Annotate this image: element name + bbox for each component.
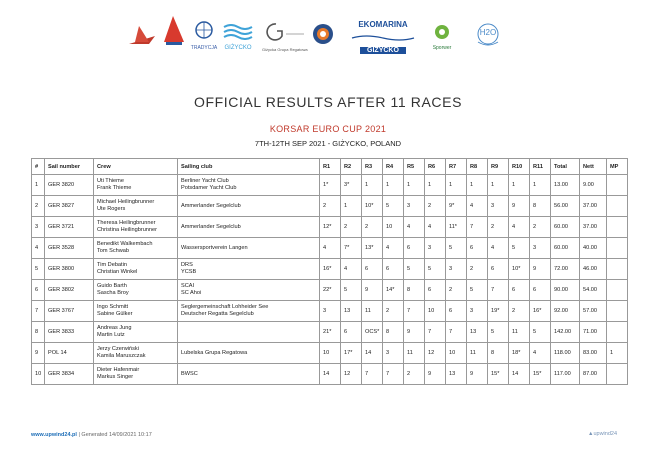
sailing-club-cell-line-2: Deutscher Regatta Segelclub (181, 311, 254, 317)
crew-cell (94, 301, 178, 322)
table-row (32, 322, 628, 343)
g-letter-icon (262, 20, 306, 42)
table-row (32, 343, 628, 364)
mp-cell: 1 (607, 343, 628, 364)
race-score-cell: 2 (446, 280, 467, 301)
race-score-cell: 6 (362, 259, 383, 280)
logo-mostki (125, 22, 161, 48)
race-score-cell: 4 (467, 196, 488, 217)
race-score-cell: 9 (509, 196, 530, 217)
sponsor-logos (0, 14, 656, 54)
nett-cell: 54.00 (580, 280, 607, 301)
race-score-cell: 14 (320, 364, 341, 385)
sun-icon (424, 22, 460, 40)
table-row (32, 238, 628, 259)
race-score-cell: 15* (488, 364, 509, 385)
race-score-cell: 18* (509, 343, 530, 364)
column-header: Sailing club (178, 159, 320, 175)
race-score-cell: 5 (467, 280, 488, 301)
race-score-cell: 15* (530, 364, 551, 385)
results-body (32, 175, 628, 385)
mp-cell (607, 301, 628, 322)
table-row (32, 217, 628, 238)
race-score-cell: 7* (341, 238, 362, 259)
position-cell: 8 (32, 322, 45, 343)
position-cell: 6 (32, 280, 45, 301)
race-score-cell: 7 (467, 217, 488, 238)
position-cell: 1 (32, 175, 45, 196)
total-cell: 118.00 (551, 343, 580, 364)
footer-info (31, 432, 152, 438)
column-header: R1 (320, 159, 341, 175)
race-score-cell: 1 (404, 175, 425, 196)
nett-cell: 40.00 (580, 238, 607, 259)
logo-sporwer (424, 22, 460, 50)
race-score-cell: 17* (341, 343, 362, 364)
race-score-cell: 4 (509, 217, 530, 238)
footer-link[interactable]: www.upwind24.pl (31, 432, 77, 438)
total-cell: 72.00 (551, 259, 580, 280)
race-score-cell: 5 (509, 238, 530, 259)
logo-h2o (468, 20, 508, 50)
race-score-cell: 3 (425, 238, 446, 259)
crew-cell-line-2: Sascha Broy (97, 290, 129, 296)
results-table (31, 158, 628, 385)
logo-ekomarina-sub: GIŻYCKO (360, 47, 406, 54)
mp-cell (607, 259, 628, 280)
race-score-cell: 11 (467, 343, 488, 364)
sail-number-cell: GER 3834 (45, 364, 94, 385)
race-score-cell: 22* (320, 280, 341, 301)
table-row (32, 301, 628, 322)
total-cell: 60.00 (551, 238, 580, 259)
crew-cell (94, 238, 178, 259)
crew-cell-line-2: Martin Lutz (97, 332, 125, 338)
crew-cell-line-2: Christian Winkel (97, 269, 138, 275)
race-score-cell: 10 (446, 343, 467, 364)
sail-number-cell: GER 3820 (45, 175, 94, 196)
table-row (32, 196, 628, 217)
position-cell: 2 (32, 196, 45, 217)
race-score-cell: 2 (341, 217, 362, 238)
race-score-cell: 16* (530, 301, 551, 322)
race-score-cell: 7 (362, 364, 383, 385)
race-score-cell: 3* (341, 175, 362, 196)
race-score-cell: 2 (425, 196, 446, 217)
race-score-cell: 1 (341, 196, 362, 217)
race-score-cell: 12* (320, 217, 341, 238)
crew-cell-line-1: Tim Debatin (97, 262, 127, 268)
emblem-icon (312, 22, 334, 46)
nett-cell: 46.00 (580, 259, 607, 280)
crew-cell (94, 364, 178, 385)
page-title: OFFICIAL RESULTS AFTER 11 RACES (193, 94, 463, 110)
race-score-cell: 14* (383, 280, 404, 301)
race-score-cell: 13* (362, 238, 383, 259)
sail-number-cell: GER 3833 (45, 322, 94, 343)
crew-cell-line-2: Markus Singer (97, 374, 134, 380)
header-row (32, 159, 628, 175)
race-score-cell: 5 (341, 280, 362, 301)
race-score-cell: 10 (383, 217, 404, 238)
logo-gizycko (218, 22, 258, 52)
sailing-club-cell-line-2: YCSB (181, 269, 197, 275)
race-score-cell: 3 (467, 301, 488, 322)
nett-cell: 9.00 (580, 175, 607, 196)
nett-cell: 83.00 (580, 343, 607, 364)
table-row (32, 280, 628, 301)
race-score-cell: 14 (509, 364, 530, 385)
crew-cell-line-2: Frank Thieme (97, 185, 132, 191)
race-score-cell: 10* (509, 259, 530, 280)
sailing-club-cell-line-1: Lubelska Grupa Regatowa (181, 349, 248, 356)
total-cell: 92.00 (551, 301, 580, 322)
red-sail-icon (160, 16, 186, 48)
sailing-club-cell (178, 259, 320, 280)
race-score-cell: 2 (320, 196, 341, 217)
table-row (32, 175, 628, 196)
sailing-club-cell-line-1: SCAI (181, 283, 195, 289)
sailing-club-cell-line-1: Berliner Yacht Club (181, 178, 229, 184)
table-row (32, 259, 628, 280)
column-header: R7 (446, 159, 467, 175)
crew-cell-line-1: Guido Barth (97, 283, 127, 289)
sailing-club-cell-line-1: Ammerlander Segelclub (181, 202, 241, 209)
column-header: R9 (488, 159, 509, 175)
column-header: R3 (362, 159, 383, 175)
logo-ekomarina-text: EKOMARINA (358, 20, 408, 29)
crew-cell-line-2: Ute Rogers (97, 206, 126, 212)
column-header: # (32, 159, 45, 175)
race-score-cell: 4 (425, 217, 446, 238)
race-score-cell: 1 (530, 175, 551, 196)
sailing-club-cell-line-1: DRS (181, 262, 193, 268)
race-score-cell: 11 (509, 322, 530, 343)
crew-cell (94, 259, 178, 280)
mp-cell (607, 322, 628, 343)
logo-sporwer-text: Sporwer (432, 45, 452, 51)
sailing-club-cell (178, 196, 320, 217)
sail-number-cell: GER 3528 (45, 238, 94, 259)
race-score-cell: 9 (404, 322, 425, 343)
position-cell: 9 (32, 343, 45, 364)
race-score-cell: 5 (383, 196, 404, 217)
sailing-club-cell (178, 238, 320, 259)
crew-cell (94, 343, 178, 364)
crew-cell-line-2: Kamila Maruszczak (97, 353, 146, 359)
sail-number-cell: GER 3827 (45, 196, 94, 217)
race-score-cell: 4 (383, 238, 404, 259)
race-score-cell: 5 (530, 322, 551, 343)
sail-number-cell: GER 3802 (45, 280, 94, 301)
race-score-cell: 3 (320, 301, 341, 322)
position-cell: 5 (32, 259, 45, 280)
race-score-cell: 19* (488, 301, 509, 322)
race-score-cell: 10* (362, 196, 383, 217)
race-score-cell: 6 (341, 322, 362, 343)
table-row (32, 364, 628, 385)
sail-icon (125, 22, 161, 48)
mp-cell (607, 196, 628, 217)
mp-cell (607, 175, 628, 196)
position-cell: 7 (32, 301, 45, 322)
logo-red-sail (160, 16, 186, 48)
sailing-club-cell (178, 280, 320, 301)
sailing-club-cell-line-1: BWSC (181, 370, 198, 377)
sailing-club-cell-line-1: Wassersportverein Langen (181, 244, 248, 251)
event-dates: 7TH-12TH SEP 2021 - GIŻYCKO, POLAND (254, 139, 402, 148)
race-score-cell: 11 (362, 301, 383, 322)
sailing-club-cell-line-1: Ammerlander Segelclub (181, 223, 241, 230)
mp-cell (607, 238, 628, 259)
race-score-cell: 9 (425, 364, 446, 385)
crew-cell (94, 175, 178, 196)
race-score-cell: 1 (446, 175, 467, 196)
race-score-cell: 3 (446, 259, 467, 280)
nett-cell: 37.00 (580, 217, 607, 238)
mp-cell (607, 364, 628, 385)
nett-cell: 71.00 (580, 322, 607, 343)
race-score-cell: 4 (341, 259, 362, 280)
race-score-cell: 2 (488, 217, 509, 238)
column-header: R2 (341, 159, 362, 175)
nett-cell: 57.00 (580, 301, 607, 322)
sailing-club-cell (178, 343, 320, 364)
race-score-cell: 6 (509, 280, 530, 301)
column-header: R5 (404, 159, 425, 175)
wave-line-icon (348, 34, 418, 42)
race-score-cell: 2 (362, 217, 383, 238)
crew-cell-line-1: Ingo Schmitt (97, 304, 129, 310)
race-score-cell: 6 (467, 238, 488, 259)
race-score-cell: 7 (404, 301, 425, 322)
race-score-cell: 1 (467, 175, 488, 196)
crew-cell (94, 196, 178, 217)
race-score-cell: 7 (383, 364, 404, 385)
globe-icon (186, 20, 222, 40)
race-score-cell: 2 (404, 364, 425, 385)
race-score-cell: 5 (488, 322, 509, 343)
race-score-cell: 2 (509, 301, 530, 322)
crew-cell-line-1: Theresa Heilingbrunner (97, 220, 156, 226)
sailing-club-cell (178, 322, 320, 343)
crew-cell-line-1: Benedikt Walkembach (97, 241, 153, 247)
logo-h2o-text: H2O (479, 28, 497, 37)
race-score-cell: 4 (404, 217, 425, 238)
race-score-cell: 1* (320, 175, 341, 196)
crew-cell (94, 280, 178, 301)
sailing-club-cell-line-1: Seglergemeinschaft Lohheider See (181, 304, 269, 310)
crew-cell-line-2: Christina Heilingbrunner (97, 227, 158, 233)
position-cell: 10 (32, 364, 45, 385)
column-header: R10 (509, 159, 530, 175)
total-cell: 56.00 (551, 196, 580, 217)
sailing-club-cell-line-2: SC Ahoi (181, 290, 202, 296)
race-score-cell: OCS* (362, 322, 383, 343)
race-score-cell: 8 (404, 280, 425, 301)
total-cell: 60.00 (551, 217, 580, 238)
waves-icon (218, 22, 258, 40)
footer-generated: | Generated 14/09/2021 10:17 (76, 432, 152, 438)
race-score-cell: 8 (530, 196, 551, 217)
race-score-cell: 5 (446, 238, 467, 259)
race-score-cell: 1 (383, 175, 404, 196)
race-score-cell: 5 (404, 259, 425, 280)
footer-brand-text: upwind24 (593, 431, 617, 437)
sail-number-cell: GER 3767 (45, 301, 94, 322)
total-cell: 13.00 (551, 175, 580, 196)
column-header: Total (551, 159, 580, 175)
race-score-cell: 6 (404, 238, 425, 259)
total-cell: 117.00 (551, 364, 580, 385)
race-score-cell: 11* (446, 217, 467, 238)
sail-number-cell: POL 14 (45, 343, 94, 364)
race-score-cell: 8 (383, 322, 404, 343)
column-header: MP (607, 159, 628, 175)
race-score-cell: 2 (530, 217, 551, 238)
mp-cell (607, 280, 628, 301)
race-score-cell: 7 (425, 322, 446, 343)
logo-ggr (262, 20, 306, 52)
race-score-cell: 1 (362, 175, 383, 196)
race-score-cell: 3 (404, 196, 425, 217)
race-score-cell: 1 (509, 175, 530, 196)
logo-ekomarina (348, 20, 418, 52)
crew-cell-line-1: Uti Thieme (97, 178, 124, 184)
race-score-cell: 16* (320, 259, 341, 280)
race-score-cell: 3 (530, 238, 551, 259)
race-score-cell: 9 (530, 259, 551, 280)
race-score-cell: 13 (341, 301, 362, 322)
logo-ggr-text: Giżycka Grupa Regatowa (262, 47, 308, 52)
sail-number-cell: GER 3721 (45, 217, 94, 238)
logo-tradycja (186, 20, 222, 52)
race-score-cell: 3 (488, 196, 509, 217)
column-header: Nett (580, 159, 607, 175)
race-score-cell: 13 (446, 364, 467, 385)
race-score-cell: 10 (425, 301, 446, 322)
race-score-cell: 2 (467, 259, 488, 280)
sailing-club-cell (178, 175, 320, 196)
race-score-cell: 4 (320, 238, 341, 259)
race-score-cell: 4 (488, 238, 509, 259)
race-score-cell: 9* (446, 196, 467, 217)
crew-cell (94, 217, 178, 238)
race-score-cell: 4 (530, 343, 551, 364)
logo-tradycja-text: TRADYCJA (190, 45, 218, 51)
race-score-cell: 14 (362, 343, 383, 364)
sailing-club-cell-line-2: Potsdamer Yacht Club (181, 185, 237, 191)
sail-number-cell: GER 3800 (45, 259, 94, 280)
race-score-cell: 9 (362, 280, 383, 301)
race-score-cell: 9 (467, 364, 488, 385)
race-score-cell: 21* (320, 322, 341, 343)
column-header: Crew (94, 159, 178, 175)
crew-cell-line-1: Dieter Hafenmair (97, 367, 140, 373)
nett-cell: 37.00 (580, 196, 607, 217)
race-score-cell: 6 (446, 301, 467, 322)
position-cell: 4 (32, 238, 45, 259)
race-score-cell: 6 (383, 259, 404, 280)
race-score-cell: 7 (488, 280, 509, 301)
race-score-cell: 6 (530, 280, 551, 301)
sailing-club-cell (178, 364, 320, 385)
brand-icon: ▲ (588, 431, 594, 437)
race-score-cell: 13 (467, 322, 488, 343)
column-header: Sail number (45, 159, 94, 175)
logo-gizycko-text: GIŻYCKO (224, 45, 252, 51)
race-score-cell: 7 (446, 322, 467, 343)
crew-cell-line-2: Tom Schwab (97, 248, 130, 254)
race-score-cell: 12 (341, 364, 362, 385)
race-score-cell: 8 (488, 343, 509, 364)
nett-cell: 87.00 (580, 364, 607, 385)
total-cell: 90.00 (551, 280, 580, 301)
crew-cell-line-1: Michael Heilingbrunner (97, 199, 155, 205)
column-header: R6 (425, 159, 446, 175)
column-header: R4 (383, 159, 404, 175)
crew-cell (94, 322, 178, 343)
logo-emblem (312, 22, 334, 46)
race-score-cell: 6 (425, 280, 446, 301)
race-score-cell: 2 (383, 301, 404, 322)
race-score-cell: 6 (488, 259, 509, 280)
race-score-cell: 1 (488, 175, 509, 196)
crew-cell-line-2: Sabine Gülker (97, 311, 133, 317)
race-score-cell: 10 (320, 343, 341, 364)
race-score-cell: 1 (425, 175, 446, 196)
column-header: R8 (467, 159, 488, 175)
sailing-club-cell (178, 301, 320, 322)
crew-cell-line-1: Jerzy Czerwiński (97, 346, 139, 352)
sailing-club-cell (178, 217, 320, 238)
race-score-cell: 12 (425, 343, 446, 364)
race-score-cell: 3 (383, 343, 404, 364)
column-header: R11 (530, 159, 551, 175)
position-cell: 3 (32, 217, 45, 238)
footer-brand (588, 431, 617, 437)
mp-cell (607, 217, 628, 238)
total-cell: 142.00 (551, 322, 580, 343)
race-score-cell: 5 (425, 259, 446, 280)
race-score-cell: 11 (404, 343, 425, 364)
event-subtitle: KORSAR EURO CUP 2021 (269, 124, 387, 134)
crew-cell-line-1: Andreas Jung (97, 325, 132, 331)
